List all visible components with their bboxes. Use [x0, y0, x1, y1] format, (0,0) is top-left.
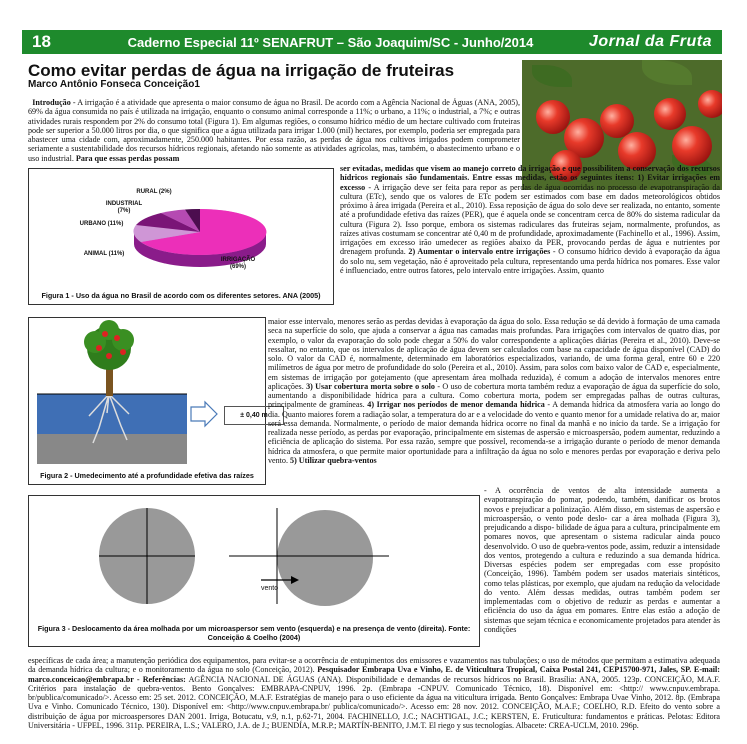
page-header: [22, 30, 722, 54]
figure-3: [28, 495, 480, 647]
label-irrigacao: IRRIGAÇÃO (69%): [220, 257, 256, 270]
root-diagram: [29, 318, 265, 484]
figure-2-caption: Figura 2 - Umedecimento até a profundidade efetiva das raízes: [40, 471, 254, 480]
article-author: Marco Antônio Fonseca Conceição1: [28, 79, 200, 90]
tree-trunk: [106, 366, 113, 396]
label-animal: ANIMAL (11%): [83, 251, 125, 257]
figure-3-caption: Figura 3 - Deslocamento da área molhada por um microaspersor sem vento (esquerda) e na presença de vento (direita). Fonte: Conceição & Coelho (2004): [37, 624, 471, 642]
figure-1: [28, 168, 334, 305]
wind-label: vento: [261, 585, 279, 592]
label-urbano: URBANO (11%): [79, 221, 124, 227]
depth-label: ± 0,40 m: [224, 406, 284, 425]
section-title: Caderno Especial 11º SENAFRUT – São Joaquim/SC - Junho/2014: [127, 34, 534, 50]
figure-2: [28, 317, 266, 485]
bottom-paragraph: específicas de cada área; a manutenção periódica dos equipamentos, para evitar-se a ocorrência de entupimentos dos emissores e vazamentos nas tubulações; o uso de métodos que permitam a estimativa adequada da demanda hídrica da cultura; e o monitoramento da água no solo (Conceição, 2012). Pesquisador Embrapa Uva e Vinho, E. de Viticultura Tropical, Caixa Postal 241, CEP15700-971, Jales, SP. E-mail: marco.conceicao@embrapa.br - Referências: AGÊNCIA NACIONAL DE ÁGUAS (ANA). Disponibilidade e demandas de recursos hídricos no Brasil. Brasília: ANA, 2005. 123p. CONCEIÇÃO, M.A.F. Critérios para instalação de quebra-ventos. Bento Gonçalves: EMBRAPA-CNPUV, 1996. 2p. (Embrapa -CNPUV. Comunicado Técnico, 18). Disponível em: <http:// www.cnpuv.embrapa. br/publica/comunicado/>. Acesso em: 25 set. 2012. CONCEIÇÃO, M.A.F. Estratégias de manejo para o uso eficiente da água na viticultura irrigada. Bento Gonçalves: Embrapa Uvae Vinho, 2012. 8p. (Embrapa Uva e Vinho. Comunicado Técnico, 130). Disponível em: <http://www.cnpuv.embrapa.br/ publica/comunicado/>. Acesso em: 28 nov. 2012. CONCEIÇÃO, M.A.F.; COELHO, R.D. Efeito do vento sobre a distribuição de água por microaspersores DAN 2001. Irriga, Botucatu, v.9, n.1, p.62-71, 2004. FACHINELLO, J.C.; NACHTIGAL, J.C.; KERSTEN, E. Fruticultura: fundamentos e práticas. Pelotas: Editora Universitária - UFPEL, 1996. 311p. PEREIRA, L.S.; VALERO, J.A. de J.; BUENDÍA, M.R.P.; MARTÍN-BENITO, J.M.T. El riego y sus tecnologías. Albacete: CREA-UCLM, 2010. 296p.: [28, 656, 720, 730]
figure-1-caption: Figura 1 - Uso da água no Brasil de acordo com os diferentes setores. ANA (2005): [41, 291, 321, 300]
arrow-icon: [191, 402, 217, 426]
column-text-3: - A ocorrência de ventos de alta intensidade aumenta a evapotranspiração do pomar, podendo, também, danificar os brotos novos e prejudicar a polinização. Além disso, em sistemas de aspersão e microaspersão, o vento pode deslo- car a área molhada (Figura 3), prejudicando a dispo- bilidade de água para a cultura, principalmente em pomares novos, que apresentam o sistema radicular ainda pouco desenvolvido. O uso de quebra-ventos pode, assim, reduzir a intensidade dos ventos, protegendo a cultura e reduzindo a sua demanda hídrica. Diversas espécies podem ser empregadas com esse propósito (Conceição, 1996). Também podem ser usados materiais sintéticos, como telas plásticas, por exemplo, que ajudam na redução da velocidade do vento. Além dessas medidas, outras também podem ser implementadas com o objetivo de reduzir as perdas e aumentar a eficiência do uso da água em pomares. Entre elas estão a adoção de sistemas que sejam técnica e economicamente projetados para atender às condições: [484, 486, 720, 634]
label-rural: RURAL (2%): [136, 189, 172, 195]
wetted-area-with-wind: [277, 510, 373, 606]
column-text-2: maior esse intervalo, menores serão as perdas devidas à evaporação da água do solo. Essa redução se dá devido à formação de uma camada seca na superfície do solo, que ajuda a conservar a água nas camadas mais profundas. Para irrigações com intervalos de quatro dias, por exemplo, o valor da evaporação do solo pode chegar a 50% do valor correspondente a aplicações diárias (Pereira et al., 2010). Deve-se ressaltar, no entanto, que os intervalos de aplicação de água devem ser calculados com base na capacidade de água disponível (CAD) do solo. O valor da CAD é, normalmente, determinado em laboratórios especializados, variando, de uma forma geral, entre 60 e 220 milímetros de água por metro de profundidade do solo (Pereira et al., 2010). Assim, para solos com baixo valor de CAD e, especialmente, em sistemas de irrigação por gotejamento (que apresentam área molhada reduzida), é comum a adoção de intervalos menores entre aplicações. 3) Usar cobertura morta sobre o solo - O uso de cobertura morta também reduz a evaporação de água da superfície do solo, aumentando a disponibilidade hídrica para a cultura. Como cobertura morta, podem ser empregadas palhas de outras culturas, principalmente de gramíneas. 4) Irrigar nos períodos de menor demanda hídrica - A demanda hídrica da atmosfera varia ao longo do dia. Quanto maiores forem a radiação solar, a temperatura do ar e a velocidade do vento e quanto menor for a umidade relativa do ar, maior será essa demanda. Normalmente, o período de maior demanda hídrica ocorre no final da manhã e no início da tarde. Se a irrigação for realizada nesse período, as perdas por evaporação, principalmente em sistemas de aspersão e microaspersão, podem aumentar, reduzindo a eficiência de aplicação do sistema. Por essa razão, sempre que possível, recomenda-se a irrigação durante o período de menor demanda hídrica da atmosfera, o que permite maior oportunidade para a infiltração da água no solo e menores perdas por evaporação e deriva pelo vento. 5) Utilizar quebra-ventos: [268, 317, 720, 465]
intro-paragraph: Introdução - A irrigação é a atividade que apresenta o maior consumo de água no Brasil. De acordo com a Agência Nacional de Águas (ANA, 2005), 69% da água consumida no país é utilizada na irrigação, enquanto o consumo animal corresponde a 11%; o urbano, a 11%; o industrial, a 7%; e outras atividades rurais respondem por 2% do consumo total (Figura 1). Em algumas regiões, o consumo hídrico médio de um hectare cultivado com fruteiras pode ser superior a 50.000 litros por dia, o que significa que a água utilizada para irrigar 1.000 (mil) hectares, por exemplo, poderia ser empregada para abastecer uma cidade com, aproximadamente, 250.000 habitantes. Por essa razão, as perdas de água nos cultivos irrigados podem comprometer seriamente a sustentabilidade dos recursos hídricos regionais, afetando não somente as atividades agrícolas, mas, também, o abastecimento urbano e o uso industrial. Para que essas perdas possam: [28, 98, 520, 163]
label-industrial: INDUSTRIAL (7%): [105, 201, 143, 214]
page-number: 18: [32, 32, 51, 51]
column-text-1: ser evitadas, medidas que visem ao manejo correto da irrigação e que possibilitem a conservação dos recursos hídricos regionais são fundamentais. Entre essas medidas, estão os seguintes itens: 1) Evitar irrigações em excesso - A irrigação deve ser feita para repor as perdas de água ocorridas no processo de evapotranspiração da cultura (ETc), sendo que os valores de ETc podem ser estimados com base em dados meteorológicos obtidos próximo à área irrigada (Pereira et al., 2010). Essa reposição de água do solo deve ser realizada, no entanto, somente até a profundidade efetiva das raízes (PER), que é aquela onde se concentram cerca de 80% do sistema radicular da cultura (Figura 2). Isso porque, embora os sistemas radiculares das fruteiras sejam, normalmente, profundos, as raízes ativas costumam se concentrar até 0,40 m de profundidade, aproximadamente (Fachinello et al., 1996). Assim, irrigações em excesso irão umedecer as regiões abaixo da PER, provocando perdas de água e nutrientes por drenagem profunda. 2) Aumentar o intervalo entre irrigações - O consumo hídrico devido à evaporação da água do solo nu, sem vegetação, não é aproveitado pela cultura, representando uma perda hídrica nos pomares. Esse valor é influenciado, entre outros fatores, pelo intervalo entre irrigações. Assim, quanto: [340, 164, 720, 275]
journal-name: Jornal da Fruta: [588, 33, 712, 50]
article-title: Como evitar perdas de água na irrigação de fruteiras: [28, 61, 455, 80]
